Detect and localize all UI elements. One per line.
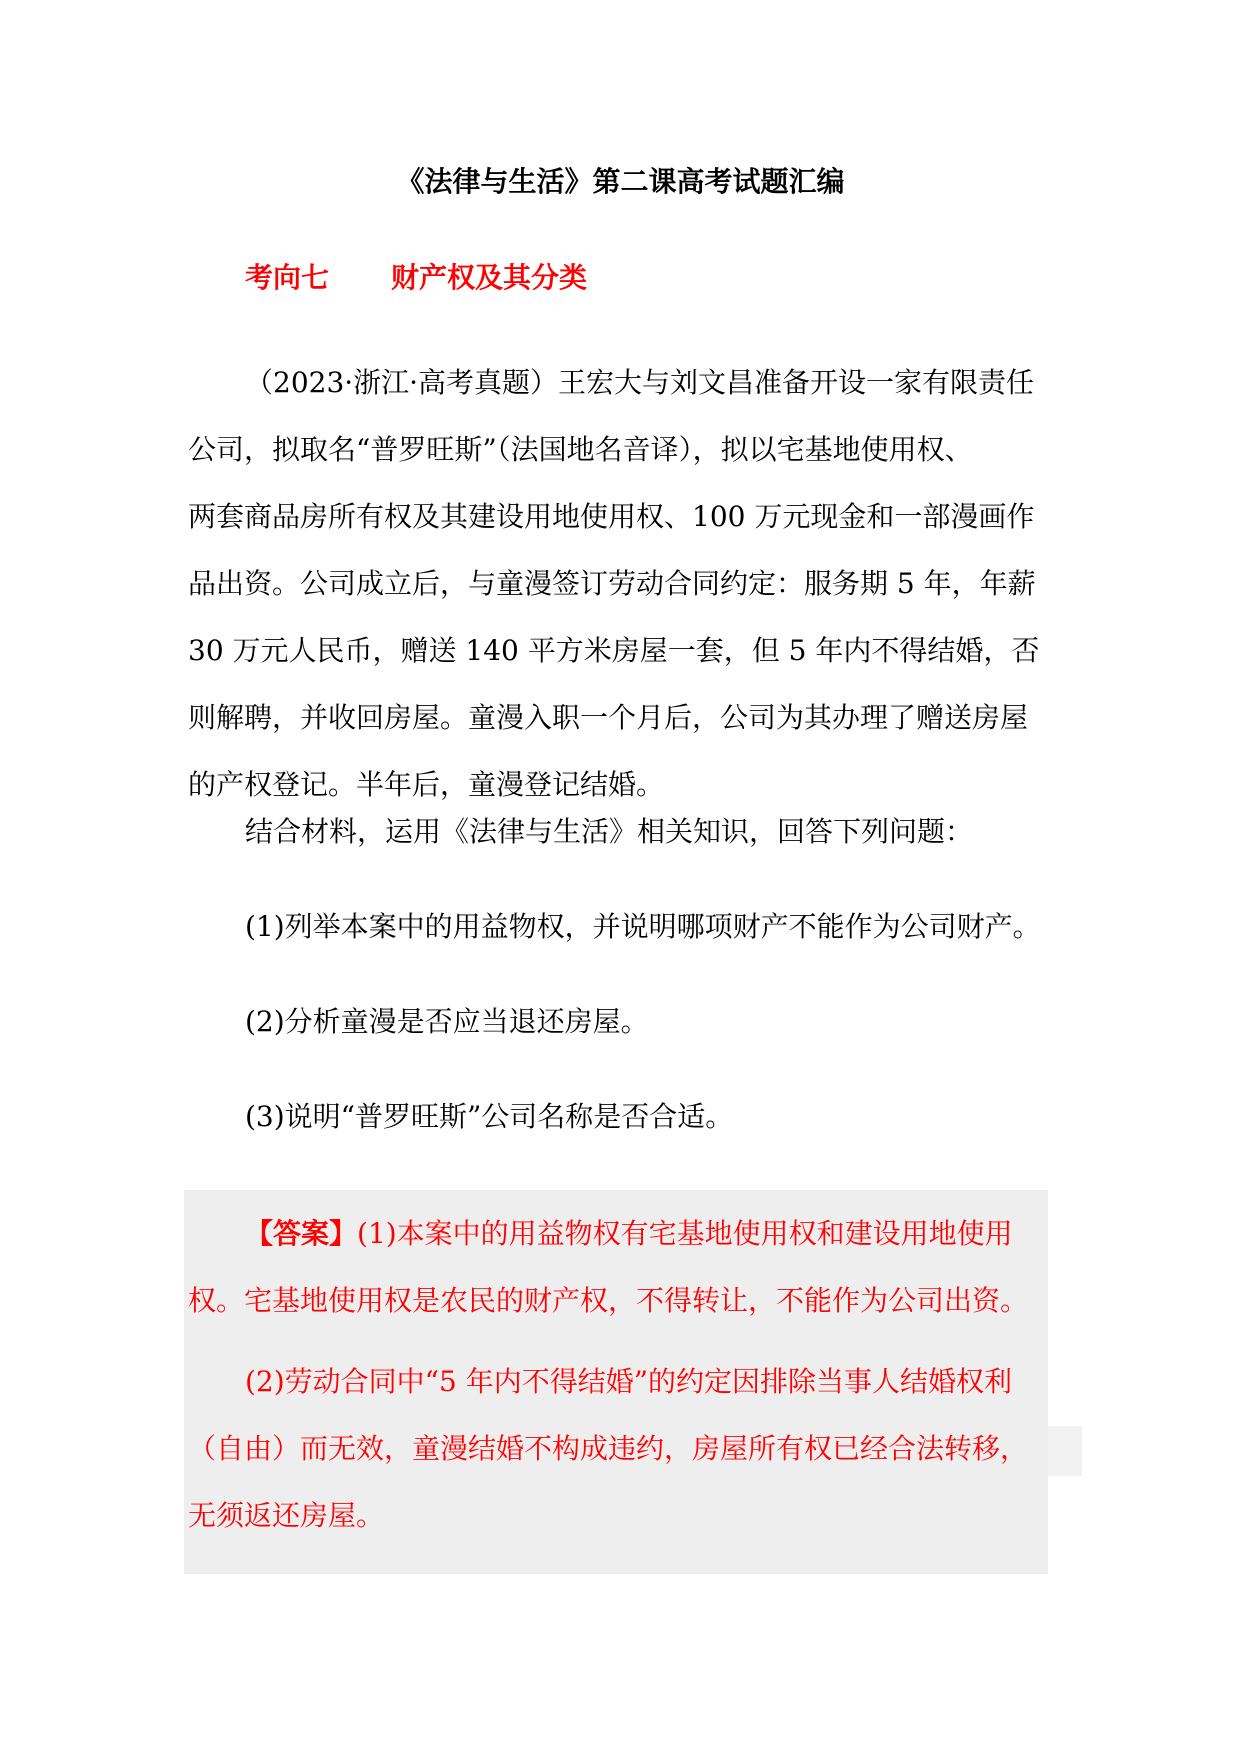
material-line: 30 万元人民币，赠送 140 平方米房屋一套，但 5 年内不得结婚，否 — [188, 634, 1040, 667]
answer-line: 无须返还房屋。 — [188, 1499, 385, 1532]
question-1: (1)列举本案中的用益物权，并说明哪项财产不能作为公司财产。 — [245, 910, 1041, 943]
answer-part-2 — [188, 1348, 1028, 1549]
answer-line: （自由）而无效，童漫结婚不构成违约，房屋所有权已经合法转移， — [188, 1432, 1029, 1465]
answer-line-text: (1)本案中的用益物权有宅基地使用权和建设用地使用 — [357, 1217, 1013, 1250]
question-3: (3)说明“普罗旺斯”公司名称是否合适。 — [245, 1100, 734, 1133]
material-line: 品出资。公司成立后，与童漫签订劳动合同约定：服务期 5 年，年薪 — [188, 567, 1036, 600]
answer-part-1 — [188, 1200, 1028, 1334]
answer-line: 权。宅基地使用权是农民的财产权，不得转让，不能作为公司出资。 — [188, 1284, 1029, 1317]
answer-line — [188, 1200, 1028, 1267]
answer-tag: 【答案】 — [245, 1217, 358, 1250]
page-title: 《法律与生活》第二课高考试题汇编 — [396, 165, 845, 198]
question-2: (2)分析童漫是否应当退还房屋。 — [245, 1005, 649, 1038]
section-code: 考向七 — [245, 261, 330, 294]
material-line: 两套商品房所有权及其建设用地使用权、100 万元现金和一部漫画作 — [188, 500, 1035, 533]
material-paragraph — [188, 349, 1088, 818]
section-name: 财产权及其分类 — [391, 261, 588, 294]
section-heading — [245, 258, 587, 298]
material-line: 公司，拟取名“普罗旺斯”（法国地名音译），拟以宅基地使用权、 — [188, 433, 973, 466]
material-line: 则解聘，并收回房屋。童漫入职一个月后，公司为其办理了赠送房屋 — [188, 701, 1029, 734]
instruction: 结合材料，运用《法律与生活》相关知识，回答下列问题： — [245, 815, 974, 848]
answer-box-overhang — [1048, 1426, 1082, 1476]
material-line: （2023·浙江·高考真题）王宏大与刘文昌准备开设一家有限责任 — [245, 366, 1035, 399]
material-line: 的产权登记。半年后，童漫登记结婚。 — [188, 768, 665, 801]
answer-line: (2)劳动合同中“5 年内不得结婚”的约定因排除当事人结婚权利 — [245, 1365, 1013, 1398]
